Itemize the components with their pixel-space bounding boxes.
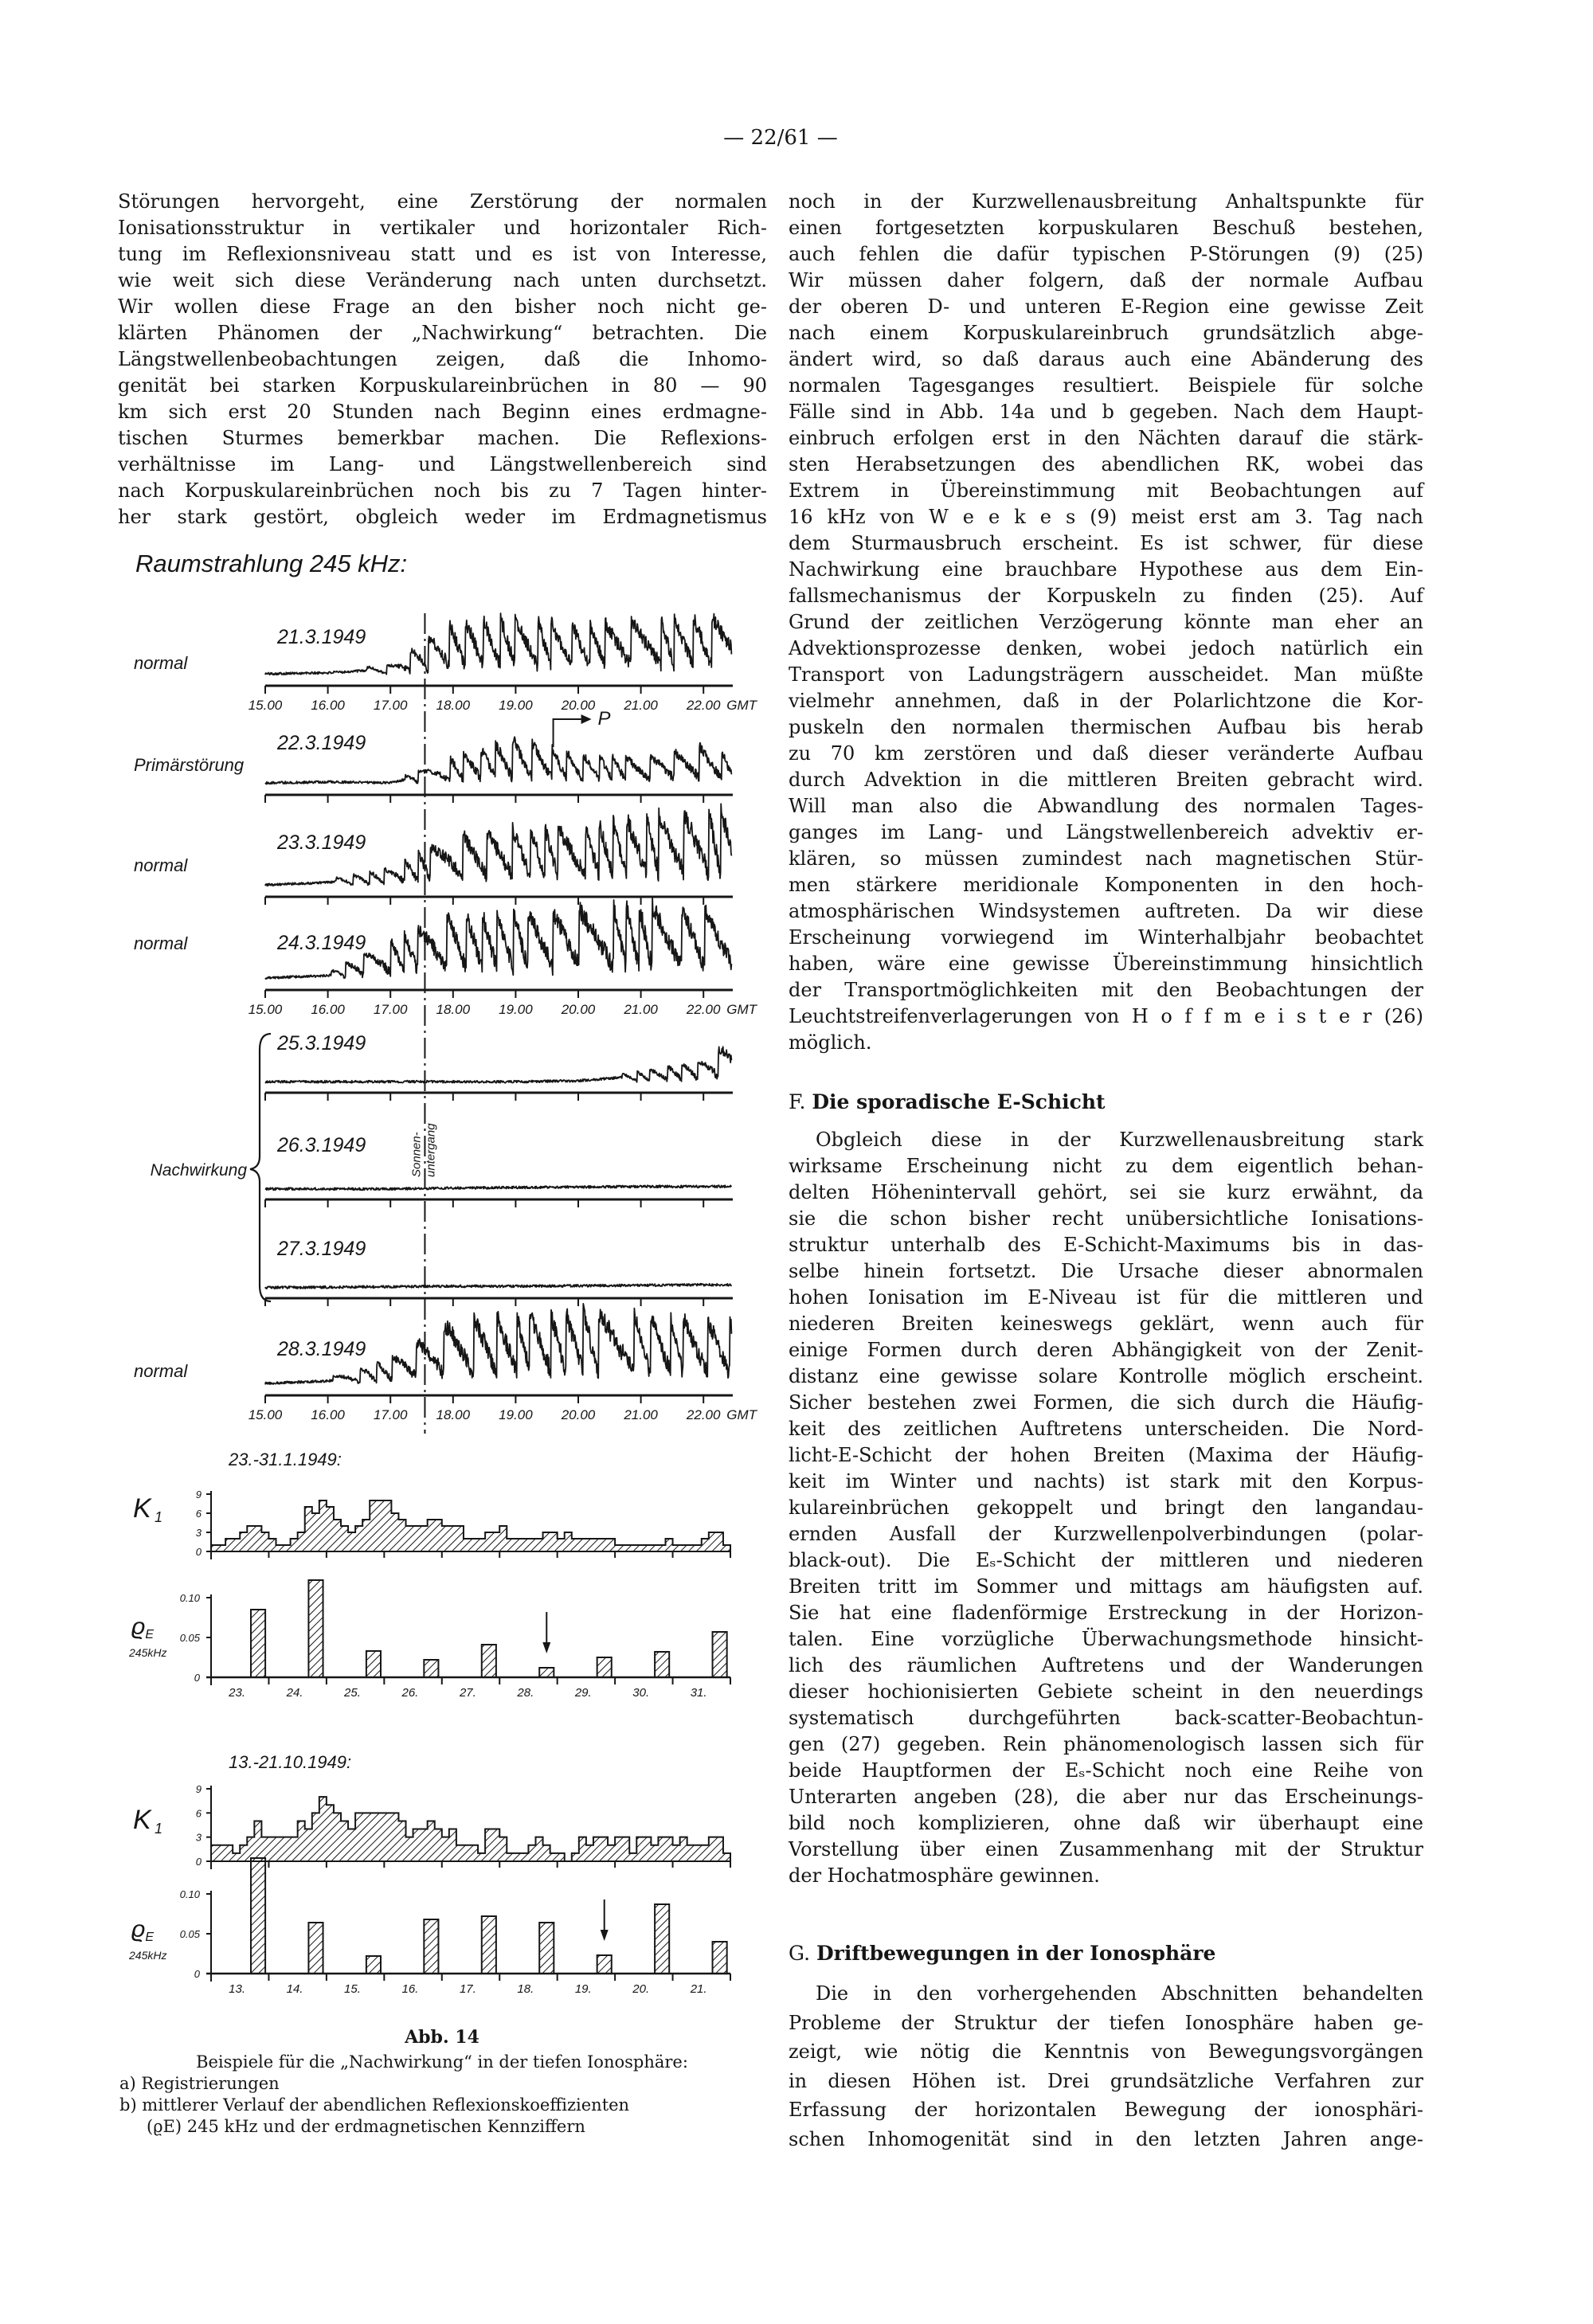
k-y-tick-label: 3 [195,1831,202,1844]
q-axis-sub: E [145,1931,155,1944]
q-bar [713,1632,727,1677]
signal-trace [265,804,731,886]
recording-date: 25.3.1949 [277,1032,366,1054]
text-line: ernden Ausfall der Kurzwellenpolverbindungen (polar- [789,1523,1423,1545]
x-tick-label: 22.00 [686,1407,721,1422]
q-bar [655,1904,669,1974]
text-line: zu 70 km zerstören und daß dieser veränderte Aufbau [789,742,1423,765]
text-line: nach einem Korpuskulareinbruch grundsätzlich abge- [789,322,1423,344]
x-tick-label: 16.00 [311,1407,345,1422]
x-unit-label: GMT [726,1002,757,1017]
q-y-tick-label: 0 [194,1672,200,1684]
q-bar [539,1668,554,1677]
x-tick-label: 21.00 [624,1407,658,1422]
k-y-tick-label: 9 [195,1489,202,1500]
text-line: tung im Reflexionsniveau statt und es ist von Interesse, [118,243,767,265]
text-line: durch Advektion in die mittleren Breiten gebracht wird. [789,769,1423,791]
x-tick-label: 15.00 [248,1002,283,1017]
k-y-tick-label: 0 [195,1856,202,1868]
signal-trace [265,1047,731,1082]
signal-trace [265,737,731,784]
text-line: km sich erst 20 Stunden nach Beginn eines erdmagne- [118,401,767,423]
text-line: Die in den vorhergehenden Abschnitten behandelten [816,1982,1423,2005]
day-label: 25. [344,1686,361,1700]
x-tick-label: 22.00 [686,698,721,713]
q-bar [366,1956,381,1974]
text-line: tischen Sturmes bemerkbar machen. Die Reflexions- [118,427,767,449]
recording-date: 21.3.1949 [277,626,366,648]
text-line: black-out). Die Eₛ-Schicht der mittleren und niederen [789,1549,1423,1571]
k-y-tick-label: 6 [195,1807,202,1820]
text-line: Leuchtstreifenverlagerungen von H o f f m e i s t e r (26) [789,1005,1423,1027]
text-line: lich des räumlichen Auftretens und der Wanderungen [789,1654,1423,1676]
text-line: delten Höhenintervall gehört, sei sie kurz erwähnt, da [789,1181,1423,1203]
text-line: schen Inhomogenität sind in den letzten Jahren ange- [789,2127,1423,2150]
section-title: Die sporadische E-Schicht [812,1090,1106,1113]
x-tick-label: 21.00 [624,1002,658,1017]
recording-date: 27.3.1949 [277,1238,366,1260]
text-line: Advektionsprozesse denken, wobei jedoch natürlich ein [789,637,1423,659]
text-line: zeigt, wie nötig die Kenntnis von Bewegungsvorgängen [789,2040,1423,2063]
q-axis-symbol: ϱ [131,1614,146,1640]
text-line: Will man also die Abwandlung des normalen Tages- [789,795,1423,817]
k-y-tick-label: 6 [195,1508,202,1520]
day-label: 28. [517,1686,534,1700]
text-line: Wir wollen diese Frage an den bisher noch nicht ge- [118,295,767,318]
text-line: Grund der zeitlichen Verzögerung könnte man eher an [789,611,1423,633]
text-line: fallsmechanismus der Korpuskeln zu finden (25). Auf [789,585,1423,607]
day-label: 14. [286,1982,303,1996]
text-line: wie weit sich diese Veränderung nach unten durchsetzt. [118,269,767,291]
figure-caption [119,2023,765,2138]
x-tick-label: 19.00 [499,1407,533,1422]
text-line: Sie hat eine fladenförmige Erstreckung in der Horizon- [789,1602,1423,1624]
q-y-tick-label: 0.05 [179,1632,200,1644]
signal-trace [265,1284,731,1289]
q-y-tick-label: 0.10 [179,1888,200,1900]
section-prefix: G. [789,1942,811,1965]
signal-trace [265,613,731,675]
k-axis-label: K [133,1805,151,1835]
text-line: nach Korpuskulareinbrüchen noch bis zu 7 Tagen hinter- [118,479,767,502]
paragraph [789,189,1423,1056]
text-line: verhältnisse im Lang- und Längstwellenbereich sind [118,453,767,475]
recording-panel [265,714,733,803]
recording-label: normal [134,855,188,875]
text-line: in diesen Höhen ist. Drei grundsätzliche Verfahren zur [789,2069,1423,2092]
text-line: Unterarten angeben (28), die aber nur das Erscheinungs- [789,1786,1423,1808]
text-line: ganges im Lang- und Längstwellenbereich advektiv er- [789,821,1423,843]
day-label: 29. [574,1686,592,1700]
text-line: einbruch erfolgen erst in den Nächten darauf die stärk- [789,427,1423,449]
text-line: haben, wäre eine gewisse Übereinstimmung hinsichtlich [789,953,1423,975]
day-label: 31. [690,1686,707,1700]
recording-panel [265,1185,733,1207]
recording-date: 23.3.1949 [277,831,366,854]
text-line: Breiten tritt im Sommer und mittags am häufigsten auf. [789,1575,1423,1598]
text-line: Störungen hervorgeht, eine Zerstörung der normalen [118,190,767,213]
text-line: Transport von Ladungsträgern ausscheidet. Man müßte [789,663,1423,686]
text-line: klären, so müssen zumindest nach magnetischen Stür- [789,847,1423,870]
signal-trace [265,898,731,979]
p-marker-label: P [597,708,611,730]
k-y-tick-label: 3 [195,1527,202,1539]
recording-panel [265,1284,733,1306]
k-axis-sub: 1 [155,1821,163,1837]
q-unit-label: 245kHz [129,1646,167,1659]
x-tick-label: 18.00 [436,1002,471,1017]
day-label: 27. [459,1686,476,1700]
sunset-label [409,1123,437,1177]
text-line: struktur unterhalb des E-Schicht-Maximums bis in das- [789,1234,1423,1256]
day-label: 24. [286,1686,303,1700]
text-line: keit im Winter und nachts) ist stark mit den Korpus- [789,1470,1423,1493]
text-line: bild noch komplizieren, ohne daß wir überhaupt eine [789,1812,1423,1834]
text-line: kulareinbrüchen gekoppelt und bringt den langandau- [789,1497,1423,1519]
q-bar [251,1610,265,1677]
q-bar [251,1858,265,1974]
k-index-histogram [211,1797,730,1861]
q-y-tick-label: 0 [194,1968,200,1980]
text-line: der oberen D- und unteren E-Region eine gewisse Zeit [789,295,1423,318]
signal-trace [265,1304,731,1385]
text-line: Vorstellung über einen Zusammenhang mit der Struktur [789,1838,1423,1860]
text-line: keit des zeitlichen Auftretens unterscheiden. Die Nord- [789,1418,1423,1440]
text-line: her stark gestört, obgleich weder im Erdmagnetismus [118,506,767,528]
kp-reflection-chart [206,1491,730,1685]
caption-item: b) mittlerer Verlauf der abendlichen Reflexionskoeffizienten [119,2095,630,2115]
x-unit-label: GMT [726,698,757,713]
text-line: sten Herabsetzungen des abendlichen RK, wobei das [789,453,1423,475]
q-bar [424,1660,438,1677]
p-marker-arrow [554,719,581,747]
q-bar [597,1657,612,1677]
text-line: Erscheinung vorwiegend im Winterhalbjahr beobachtet [789,926,1423,949]
chart-title: 23.-31.1.1949: [229,1450,342,1469]
text-line: sie die schon bisher recht unübersichtliche Ionisations- [789,1207,1423,1230]
text-line: noch in der Kurzwellenausbreitung Anhaltspunkte für [789,190,1423,213]
k-index-histogram [211,1500,730,1551]
day-label: 17. [459,1982,476,1996]
x-tick-label: 19.00 [499,1002,533,1017]
x-tick-label: 19.00 [499,698,533,713]
kp-reflection-chart [206,1786,730,1982]
section-title: Driftbewegungen in der Ionosphäre [816,1942,1216,1965]
sunset-label-line: Sonnen- [409,1132,424,1177]
text-line: hohen Ionisation im E-Niveau ist für die mittleren und [789,1286,1423,1309]
text-line: licht-E-Schicht der hohen Breiten (Maxima der Häufig- [789,1444,1423,1466]
text-line: klärten Phänomen der „Nachwirkung“ betrachten. Die [118,322,767,344]
x-tick-label: 16.00 [311,1002,345,1017]
q-bar [308,1580,323,1677]
q-bar [655,1652,669,1677]
day-label: 15. [344,1982,361,1996]
text-line: Probleme der Struktur der tiefen Ionosphäre haben ge- [789,2011,1423,2034]
text-line: puskeln den normalen thermischen Aufbau bis herab [789,716,1423,738]
day-label: 20. [632,1982,650,1996]
signal-trace [265,1185,731,1190]
day-label: 13. [229,1982,246,1996]
section-prefix: F. [789,1090,806,1113]
nachwirkung-label: Nachwirkung [150,1161,247,1180]
brace [250,1034,271,1301]
q-y-tick-label: 0.10 [179,1592,200,1604]
q-bar [597,1955,612,1974]
q-bar [482,1916,496,1974]
caption-item: a) Registrierungen [119,2074,280,2093]
text-line: vielmehr annehmen, daß in der Polarlichtzone die Kor- [789,690,1423,712]
k-axis-sub: 1 [155,1509,163,1525]
recording-panel [265,613,733,694]
text-line: einige Formen durch deren Abhängigkeit von der Zenit- [789,1339,1423,1361]
q-unit-label: 245kHz [129,1949,167,1962]
k-y-tick-label: 0 [195,1546,202,1558]
chart-title: 13.-21.10.1949: [229,1752,352,1772]
q-bar [366,1651,381,1677]
q-axis-symbol: ϱ [131,1916,146,1943]
text-line: distanz eine gewisse solare Kontrolle möglich erscheint. [789,1365,1423,1387]
x-unit-label: GMT [726,1407,757,1422]
day-label: 23. [229,1686,246,1700]
text-line: systematisch durchgeführten back-scatter-Beobachtun- [789,1707,1423,1729]
text-line: men stärkere meridionale Komponenten in den hoch- [789,874,1423,896]
text-line: Nachwirkung eine brauchbare Hypothese aus dem Ein- [789,558,1423,581]
q-bar [539,1923,554,1974]
text-line: niederen Breiten keineswegs geklärt, wenn auch für [789,1313,1423,1335]
day-label: 21. [690,1982,707,1996]
text-line: Erfassung der horizontalen Bewegung der ionosphäri- [789,2099,1423,2121]
day-label: 30. [632,1686,650,1700]
recording-panel [265,804,733,905]
text-line: gen (27) gegeben. Rein phänomenologisch lassen sich für [789,1733,1423,1755]
recording-panel [265,1047,733,1101]
figure-number: Abb. 14 [405,2027,479,2048]
q-axis-sub: E [145,1628,155,1641]
day-label: 18. [517,1982,534,1996]
arrowhead-icon [601,1930,609,1941]
text-line: genität bei starken Korpuskulareinbrüchen in 80 — 90 [118,374,767,397]
x-tick-label: 20.00 [561,1407,596,1422]
paragraph [789,1979,1423,2154]
q-axis-label [131,1916,154,1944]
k-y-tick-label: 9 [195,1783,202,1795]
x-tick-label: 18.00 [436,1407,471,1422]
recording-panel [265,1304,733,1403]
paragraph [789,1127,1423,1889]
text-line: selbe hinein fortsetzt. Die Ursache dieser abnormalen [789,1260,1423,1282]
text-line: normalen Tagesganges resultiert. Beispiele für solche [789,374,1423,397]
q-bar [482,1645,496,1677]
x-tick-label: 18.00 [436,698,471,713]
sunset-label-line: untergang [424,1123,438,1177]
x-tick-label: 16.00 [311,698,345,713]
section-heading-f [789,1089,1423,1115]
x-tick-label: 15.00 [248,1407,283,1422]
text-line: wirksame Erscheinung nicht zu dem eigentlich behan- [789,1155,1423,1177]
text-line: Fälle sind in Abb. 14a und b gegeben. Nach dem Haupt- [789,401,1423,423]
text-line: Sicher bestehen zwei Formen, die sich durch die Häufig- [789,1391,1423,1414]
q-bar [424,1919,438,1974]
page-number: — 22/61 — [723,126,838,150]
x-tick-label: 22.00 [686,1002,721,1017]
text-line: Obgleich diese in der Kurzwellenausbreitung stark [816,1129,1423,1151]
x-tick-label: 17.00 [373,1407,408,1422]
text-line: möglich. [789,1031,872,1054]
q-y-tick-label: 0.05 [179,1928,200,1940]
x-tick-label: 17.00 [373,1002,408,1017]
day-label: 19. [574,1982,592,1996]
recording-label: normal [134,653,188,673]
recording-date: 22.3.1949 [277,732,366,754]
recording-panel [265,898,733,998]
arrowhead-icon [581,714,592,724]
recording-date: 26.3.1949 [277,1134,366,1156]
x-tick-label: 21.00 [624,698,658,713]
text-line: 16 kHz von W e e k e s (9) meist erst am 3. Tag nach [789,506,1423,528]
arrowhead-icon [542,1642,550,1653]
text-line: der Transportmöglichkeiten mit den Beobachtungen der [789,979,1423,1001]
q-bar [308,1923,323,1974]
text-line: talen. Eine vorzügliche Überwachungsmethode hinsicht- [789,1628,1423,1650]
q-bar [713,1942,727,1974]
text-line: Wir müssen daher folgern, daß der normale Aufbau [789,269,1423,291]
x-tick-label: 15.00 [248,698,283,713]
text-line: Extrem in Übereinstimmung mit Beobachtungen auf [789,479,1423,502]
text-line: auch fehlen die dafür typischen P-Störungen (9) (25) [789,243,1423,265]
recording-label: Primärstörung [134,755,245,775]
x-tick-label: 20.00 [561,698,596,713]
k-axis-label: K [133,1493,151,1524]
text-line: dem Sturmausbruch erscheint. Es ist schwer, für diese [789,532,1423,554]
q-axis-label [131,1614,154,1641]
day-label: 16. [401,1982,419,1996]
text-line: beide Hauptformen der Eₛ-Schicht noch eine Reihe von [789,1759,1423,1782]
section-heading-g [789,1940,1423,1966]
text-line: dieser hochionisierten Gebiete scheint in den neuerdings [789,1680,1423,1703]
recording-date: 28.3.1949 [277,1338,366,1360]
paragraph [118,189,767,530]
x-tick-label: 20.00 [561,1002,596,1017]
caption-item: (ϱE) 245 kHz und der erdmagnetischen Kennziffern [147,2117,585,2136]
text-line: Ionisationsstruktur in vertikaler und horizontaler Rich- [118,217,767,239]
x-tick-label: 17.00 [373,698,408,713]
text-line: der Hochatmosphäre gewinnen. [789,1864,1100,1887]
recording-label: normal [134,1361,188,1381]
day-label: 26. [401,1686,419,1700]
text-line: atmosphärischen Windsystemen auftreten. Da wir diese [789,900,1423,922]
text-line: Längstwellenbeobachtungen zeigen, daß die Inhomo- [118,348,767,370]
caption-title: Beispiele für die „Nachwirkung“ in der tiefen Ionosphäre: [196,2052,688,2072]
recording-label: normal [134,933,188,953]
text-line: ändert wird, so daß daraus auch eine Abänderung des [789,348,1423,370]
recording-date: 24.3.1949 [277,932,366,954]
figure-title: Raumstrahlung 245 kHz: [135,550,408,577]
text-line: einen fortgesetzten korpuskularen Beschuß bestehen, [789,217,1423,239]
